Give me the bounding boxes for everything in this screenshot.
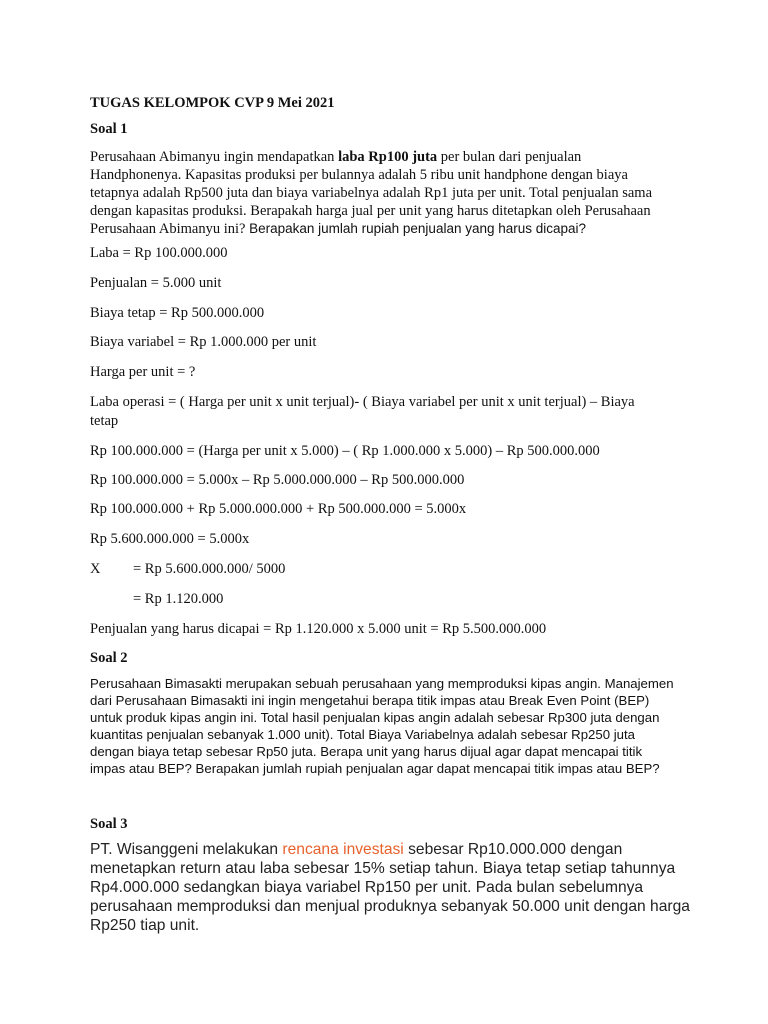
laba-line: Laba = Rp 100.000.000: [90, 245, 228, 261]
soal-1-line-1-b: per bulan dari penjualan: [437, 149, 582, 165]
equation-3: Rp 100.000.000 + Rp 5.000.000.000 + Rp 500.000.000 = 5.000x: [90, 501, 467, 517]
penjualan-result-line: Penjualan yang harus dicapai = Rp 1.120.000 x 5.000 unit = Rp 5.500.000.000: [90, 621, 547, 637]
document-title: TUGAS KELOMPOK CVP 9 Mei 2021: [90, 95, 335, 111]
penjualan-line: Penjualan = 5.000 unit: [90, 275, 222, 291]
soal-1-line-4: dengan kapasitas produksi. Berapakah harga jual per unit yang harus ditetapkan oleh Perusahaan: [90, 203, 651, 219]
soal-1-paragraph: [90, 148, 652, 238]
soal-3-line-1-a: PT. Wisanggeni melakukan: [90, 841, 283, 858]
soal-1-line-1: [90, 148, 652, 166]
soal-3-line-3: Rp4.000.000 sedangkan biaya variabel Rp150 per unit. Pada bulan sebelumnya: [90, 879, 644, 896]
equation-6: = Rp 1.120.000: [133, 591, 224, 607]
biaya-variabel-line: Biaya variabel = Rp 1.000.000 per unit: [90, 334, 317, 350]
soal-2-line-2: dari Perusahaan Bimasakti ini ingin mengetahui berapa titik impas atau Break Even Point (BEP): [90, 693, 650, 708]
laba-operasi-line-1: Laba operasi = ( Harga per unit x unit terjual)- ( Biaya variabel per unit x unit terjual) – Biaya: [90, 394, 635, 410]
equation-1: Rp 100.000.000 = (Harga per unit x 5.000) – ( Rp 1.000.000 x 5.000) – Rp 500.000.000: [90, 443, 600, 459]
biaya-tetap-line: Biaya tetap = Rp 500.000.000: [90, 305, 265, 321]
soal-3-heading: Soal 3: [90, 816, 128, 832]
soal-2-line-5: dengan biaya tetap sebesar Rp50 juta. Berapa unit yang harus dijual agar dapat mencapai titik: [90, 744, 643, 759]
soal-1-line-5-a: Perusahaan Abimanyu ini?: [90, 221, 250, 237]
soal-1-heading: Soal 1: [90, 121, 128, 137]
soal-3-paragraph: [90, 840, 690, 935]
soal-2-heading: Soal 2: [90, 650, 128, 666]
soal-2-paragraph: [90, 675, 674, 777]
soal-2-line-6: impas atau BEP? Berapakan jumlah rupiah penjualan agar dapat mencapai titik impas atau BEP?: [90, 761, 660, 776]
equation-2: Rp 100.000.000 = 5.000x – Rp 5.000.000.000 – Rp 500.000.000: [90, 472, 465, 488]
equation-4: Rp 5.600.000.000 = 5.000x: [90, 531, 250, 547]
laba-operasi-line-2: tetap: [90, 413, 119, 429]
soal-2-line-3: untuk produk kipas angin ini. Total hasil penjualan kipas angin adalah sebesar Rp300 juta dengan: [90, 710, 660, 725]
soal-1-line-1-bold: laba Rp100 juta: [338, 149, 438, 165]
soal-1-line-5-b: Berapakan jumlah rupiah penjualan yang harus dicapai?: [249, 221, 587, 236]
soal-3-line-2: menetapkan return atau laba sebesar 15% setiap tahun. Biaya tetap setiap tahunnya: [90, 860, 676, 877]
equation-5-x: X: [90, 561, 101, 577]
harga-per-unit-line: Harga per unit = ?: [90, 364, 196, 380]
equation-5: = Rp 5.600.000.000/ 5000: [133, 561, 286, 577]
soal-1-line-1-a: Perusahaan Abimanyu ingin mendapatkan: [90, 149, 339, 165]
soal-3-line-4: perusahaan memproduksi dan menjual produknya sebanyak 50.000 unit dengan harga: [90, 898, 690, 915]
soal-3-line-1-b: sebesar Rp10.000.000 dengan: [403, 841, 623, 858]
soal-2-line-1: Perusahaan Bimasakti merupakan sebuah perusahaan yang memproduksi kipas angin. Manajemen: [90, 676, 674, 691]
soal-1-line-3: tetapnya adalah Rp500 juta dan biaya variabelnya adalah Rp1 juta per unit. Total penjualan sama: [90, 185, 653, 201]
soal-1-line-2: Handphonenya. Kapasitas produksi per bulannya adalah 5 ribu unit handphone dengan biaya: [90, 167, 628, 183]
soal-2-line-4: kuantitas penjualan sebanyak 1.000 unit). Total Biaya Variabelnya adalah sebesar Rp250 juta: [90, 727, 635, 742]
soal-3-line-5: Rp250 tiap unit.: [90, 917, 200, 934]
rencana-investasi-link[interactable]: rencana investasi: [282, 841, 404, 858]
soal-1-line-5: [90, 220, 652, 238]
soal-3-line-1: [90, 840, 690, 859]
